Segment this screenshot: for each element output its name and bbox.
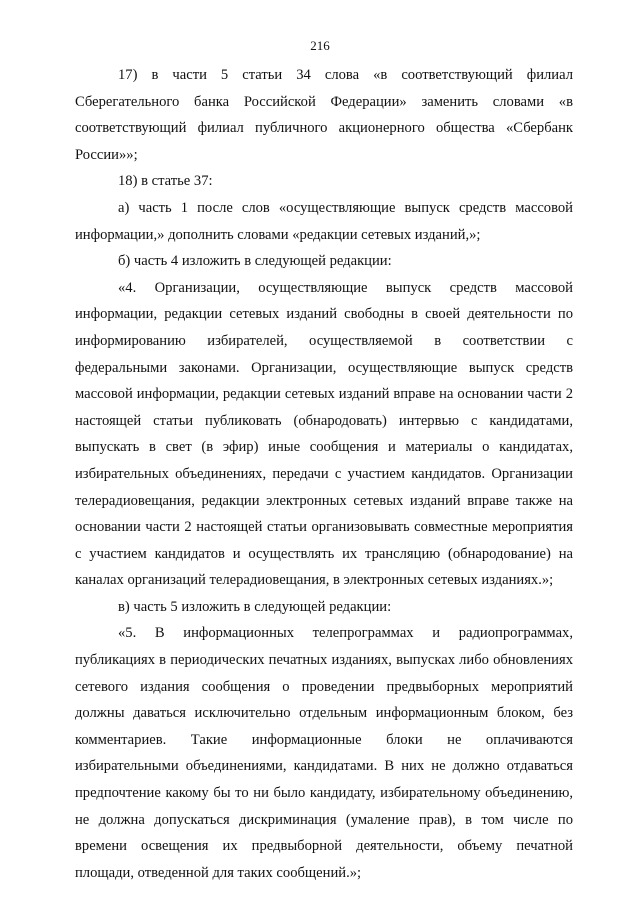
paragraph-subitem-a: а) часть 1 после слов «осуществляющие выпуск средств массовой информации,» дополнить словами «редакции сетевых изданий,»; bbox=[75, 199, 573, 243]
paragraph-subitem-v: в) часть 5 изложить в следующей редакции: bbox=[118, 598, 392, 615]
paragraph-subitem-b: б) часть 4 изложить в следующей редакции: bbox=[118, 253, 392, 270]
paragraph-part-5-text: «5. В информационных телепрограммах и радиопрограммах, публикациях в периодических печатных изданиях, выпусках либо обновлениях сетевого издания сообщения о проведении предвыборных мероприятий должны даваться исключительно отдельным информационным блоком, без комментариев. Такие информационные блоки не оплачиваются избирательными объединениями, кандидатами. В них не должно отдаваться предпочтение какому бы то ни было кандидату, избирательному объединению, не должна допускаться дискриминация (умаление прав), в том числе по времени освещения их предвыборной деятельности, объему печатной площади, отведенной для таких сообщений.»; bbox=[75, 625, 573, 881]
document-body bbox=[75, 62, 573, 886]
paragraph-part-4-text: «4. Организации, осуществляющие выпуск средств массовой информации, редакции сетевых изданий свободны в своей деятельности по информированию избирателей, осуществляемой в соответствии с федеральными законами. Организации, осуществляющие выпуск средств массовой информации, редакции сетевых изданий вправе на основании части 2 настоящей статьи публиковать (обнародовать) интервью с кандидатами, выпускать в свет (в эфир) иные сообщения и материалы о кандидатах, избирательных объединениях, передачи с участием кандидатов. Организации телерадиовещания, редакции электронных сетевых изданий вправе также на основании части 2 настоящей статьи организовывать совместные мероприятия с участием кандидатов и осуществлять их трансляцию (обнародование) на каналах организаций телерадиовещания, в электронных сетевых изданиях.»; bbox=[75, 279, 573, 589]
page-number: 216 bbox=[310, 38, 330, 53]
paragraph-item-18: 18) в статье 37: bbox=[118, 173, 213, 190]
paragraph-item-17: 17) в части 5 статьи 34 слова «в соответствующий филиал Сберегательного банка Российской Федерации» заменить словами «в соответствующий филиал публичного акционерного общества «Сбербанк России»»; bbox=[75, 67, 573, 163]
